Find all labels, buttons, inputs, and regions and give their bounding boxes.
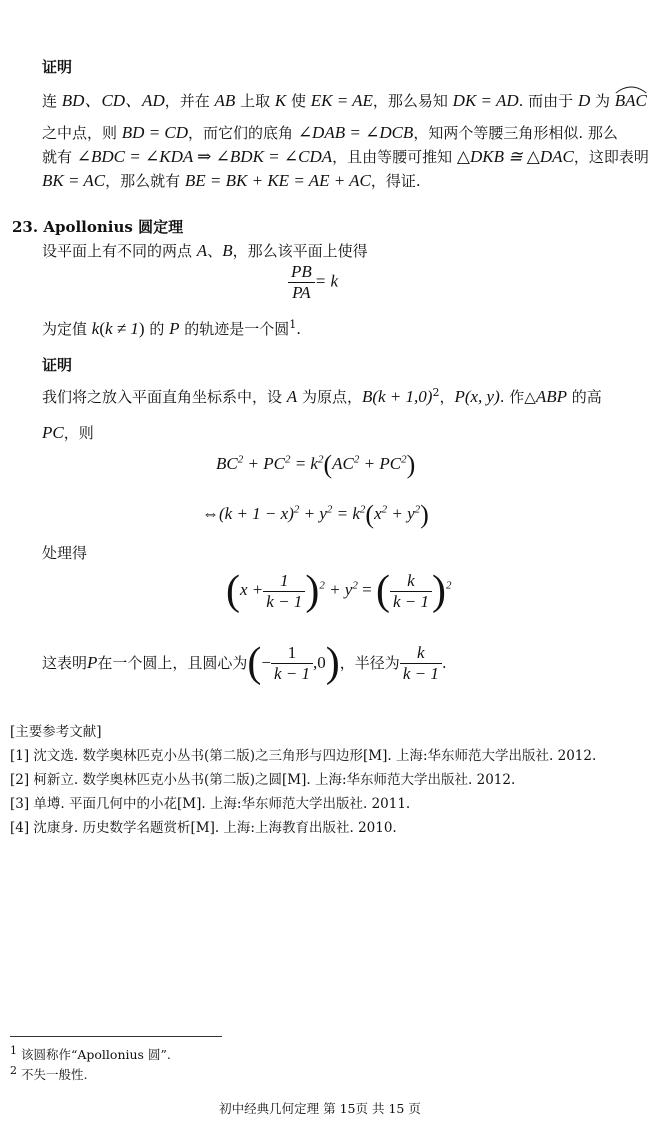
math: △DKB ≅ △DAC	[456, 147, 574, 166]
exponent: 2	[319, 579, 325, 592]
math: + PC	[359, 453, 402, 473]
process-text: 处理得	[42, 544, 88, 562]
exponent: 2	[401, 453, 407, 466]
fraction-denominator: k − 1	[274, 663, 311, 683]
theorem-number: 23.	[12, 218, 39, 236]
math: BK = AC	[42, 171, 106, 190]
math: =	[362, 579, 372, 599]
math: = k	[290, 453, 318, 473]
theorem-ratio-equation	[288, 262, 338, 303]
math: + y	[329, 579, 353, 599]
text: ，	[439, 388, 455, 406]
reference-item: [1] 沈文选. 数学奥林匹克小丛书(第二版)之三角形与四边形[M]. 上海:华东师范大学出版社. 2012.	[10, 748, 597, 764]
paren-left: (	[375, 568, 390, 614]
reference-item: [4] 沈康身. 历史数学名题赏析[M]. 上海:上海教育出版社. 2010.	[10, 820, 397, 836]
footnote-number: 2	[10, 1063, 17, 1077]
math: P	[169, 319, 180, 338]
math: k	[91, 319, 100, 338]
paren-left: (	[323, 450, 333, 479]
math: −	[261, 653, 272, 672]
text: ，而它们的底角	[188, 124, 298, 142]
math: K	[274, 91, 287, 110]
proof1-line-3	[42, 146, 649, 168]
math: (	[99, 319, 105, 338]
fraction-numerator: k	[400, 643, 442, 664]
math: + y	[387, 503, 415, 523]
exponent: 2	[414, 503, 421, 516]
math: x +	[240, 579, 264, 599]
math: ⇔	[202, 503, 219, 523]
fraction-numerator: 1	[263, 571, 305, 592]
text: .	[296, 320, 302, 338]
text: ，知两个等腰三角形相似. 那么	[413, 124, 618, 142]
theorem-line-3	[42, 318, 301, 340]
fraction	[271, 643, 313, 684]
text: 我们将之放入平面直角坐标系中，设	[42, 388, 287, 406]
math: x	[374, 503, 382, 523]
theorem-title	[12, 216, 183, 238]
text: 、	[207, 242, 223, 260]
math: )	[138, 319, 145, 338]
math: = k	[332, 503, 360, 523]
text: ，得证.	[370, 172, 421, 190]
math: EK = AE	[310, 91, 373, 110]
paren-right: )	[406, 450, 416, 479]
math: + PC	[243, 453, 285, 473]
math: B	[361, 387, 373, 406]
text: ，并在	[164, 92, 215, 110]
text: 的高	[567, 388, 602, 406]
exponent: 2	[353, 453, 360, 466]
math: DK = AD	[452, 91, 519, 110]
math: P	[454, 387, 465, 406]
text: . 而由于	[518, 92, 578, 110]
arc-bac	[615, 90, 647, 112]
text: ，那么就有	[105, 172, 185, 190]
reference-item: [3] 单墫. 平面几何中的小花[M]. 上海:华东师范大学出版社. 2011.	[10, 796, 411, 812]
text: . 作△	[499, 388, 536, 406]
footnote-marker: 2	[432, 386, 440, 399]
fraction	[263, 571, 305, 612]
text: ，这即表明	[573, 148, 649, 166]
math: (k + 1,0)	[372, 387, 433, 406]
theorem-title-en: Apollonius	[43, 218, 133, 236]
paren-right: )	[420, 500, 429, 529]
math: ,0	[313, 653, 326, 672]
exponent: 2	[445, 579, 452, 592]
math: (x, y)	[464, 387, 500, 406]
text: 设平面上有不同的两点	[42, 242, 197, 260]
text: 为原点，	[297, 388, 362, 406]
text: 为定值	[42, 320, 92, 338]
theorem-title-zh: 圆定理	[138, 218, 184, 236]
text: ，半径为	[339, 654, 400, 672]
proof2-line-2	[42, 422, 94, 444]
equation-3	[226, 570, 451, 612]
math: ABP	[535, 387, 567, 406]
math: AC	[332, 453, 354, 473]
math: k ≠ 1	[105, 319, 139, 338]
math: BD = CD	[121, 123, 189, 142]
text: ，则	[63, 424, 94, 442]
exponent: 2	[326, 503, 333, 516]
text: .	[441, 654, 447, 672]
fraction-pb-pa	[288, 262, 315, 303]
paren-right: )	[431, 568, 446, 614]
math: BD、CD、AD	[61, 91, 165, 110]
proof2-line-1	[42, 386, 602, 408]
exponent: 2	[293, 503, 300, 516]
footnote-number: 1	[10, 1043, 17, 1057]
math: BAC	[614, 91, 647, 110]
text: 就有	[42, 148, 77, 166]
math: BC	[216, 453, 238, 473]
fraction-denominator: k − 1	[392, 591, 429, 611]
paren-left: (	[247, 640, 262, 686]
text: 的	[144, 320, 170, 338]
math: + y	[299, 503, 327, 523]
equation-2	[202, 500, 429, 530]
fraction-numerator: k	[390, 571, 432, 592]
page-footer: 初中经典几何定理 第 15页 共 15 页	[219, 1101, 421, 1116]
footnote-text: 该圆称作“Apollonius 圆”.	[20, 1047, 171, 1062]
fraction-numerator: PB	[288, 262, 315, 283]
proof1-line-2	[42, 122, 618, 144]
exponent: 2	[284, 453, 291, 466]
exponent: 2	[237, 453, 244, 466]
math: P	[87, 653, 98, 672]
fraction-numerator: 1	[271, 643, 313, 664]
math: BE = BK + KE = AE + AC	[184, 171, 371, 190]
fraction-denominator: PA	[292, 283, 311, 302]
exponent: 2	[352, 579, 358, 592]
text: 这表明	[42, 654, 88, 672]
text: ，那么该平面上使得	[232, 242, 368, 260]
text: ，那么易知	[372, 92, 453, 110]
exponent: 2	[359, 503, 366, 516]
text: 的轨迹是一个圆	[179, 320, 290, 338]
math: B	[222, 241, 233, 260]
fraction-denominator: k − 1	[402, 663, 439, 683]
paren-left: (	[226, 568, 240, 614]
theorem-line-1	[42, 240, 368, 262]
text: 之中点，则	[42, 124, 122, 142]
footnote-marker: 1	[289, 318, 297, 331]
equation-1	[216, 450, 415, 480]
footnote-divider	[10, 1036, 222, 1037]
references-heading: [主要参考文献]	[10, 724, 102, 740]
proof1-heading: 证明	[42, 58, 73, 76]
arc-icon	[615, 84, 647, 94]
proof2-heading: 证明	[42, 356, 73, 374]
equation-rhs: = k	[314, 271, 339, 291]
text: ，且由等腰可推知	[332, 148, 457, 166]
text: 连	[42, 92, 62, 110]
paren-right: )	[325, 640, 340, 686]
math: PC	[42, 423, 64, 442]
footnote-1	[10, 1043, 171, 1064]
math: A	[196, 241, 208, 260]
text: 在一个圆上，且圆心为	[97, 654, 248, 672]
text: 使	[286, 92, 311, 110]
proof1-line-4	[42, 170, 421, 192]
text: 上取	[235, 92, 275, 110]
fraction	[400, 643, 442, 684]
exponent: 2	[381, 503, 388, 516]
text: 为	[590, 92, 615, 110]
footnote-text: 不失一般性.	[20, 1067, 88, 1082]
math: D	[577, 91, 591, 110]
math: A	[286, 387, 298, 406]
fraction-denominator: k − 1	[266, 591, 303, 611]
footnote-2	[10, 1063, 88, 1084]
math: (k + 1 − x)	[219, 503, 294, 523]
proof1-line-1	[42, 90, 647, 112]
conclusion-line	[42, 642, 447, 684]
math: ∠BDC = ∠KDA ⇒ ∠BDK = ∠CDA	[76, 147, 333, 166]
paren-right: )	[305, 568, 320, 614]
exponent: 2	[317, 453, 324, 466]
math: ∠DAB = ∠DCB	[297, 123, 414, 142]
radius	[400, 643, 442, 684]
fraction	[390, 571, 432, 612]
paren-left: (	[365, 500, 375, 529]
circle-center	[247, 642, 339, 684]
reference-item: [2] 柯新立. 数学奥林匹克小丛书(第二版)之圆[M]. 上海:华东师范大学出版社. 2012.	[10, 772, 516, 788]
math: AB	[214, 91, 236, 110]
